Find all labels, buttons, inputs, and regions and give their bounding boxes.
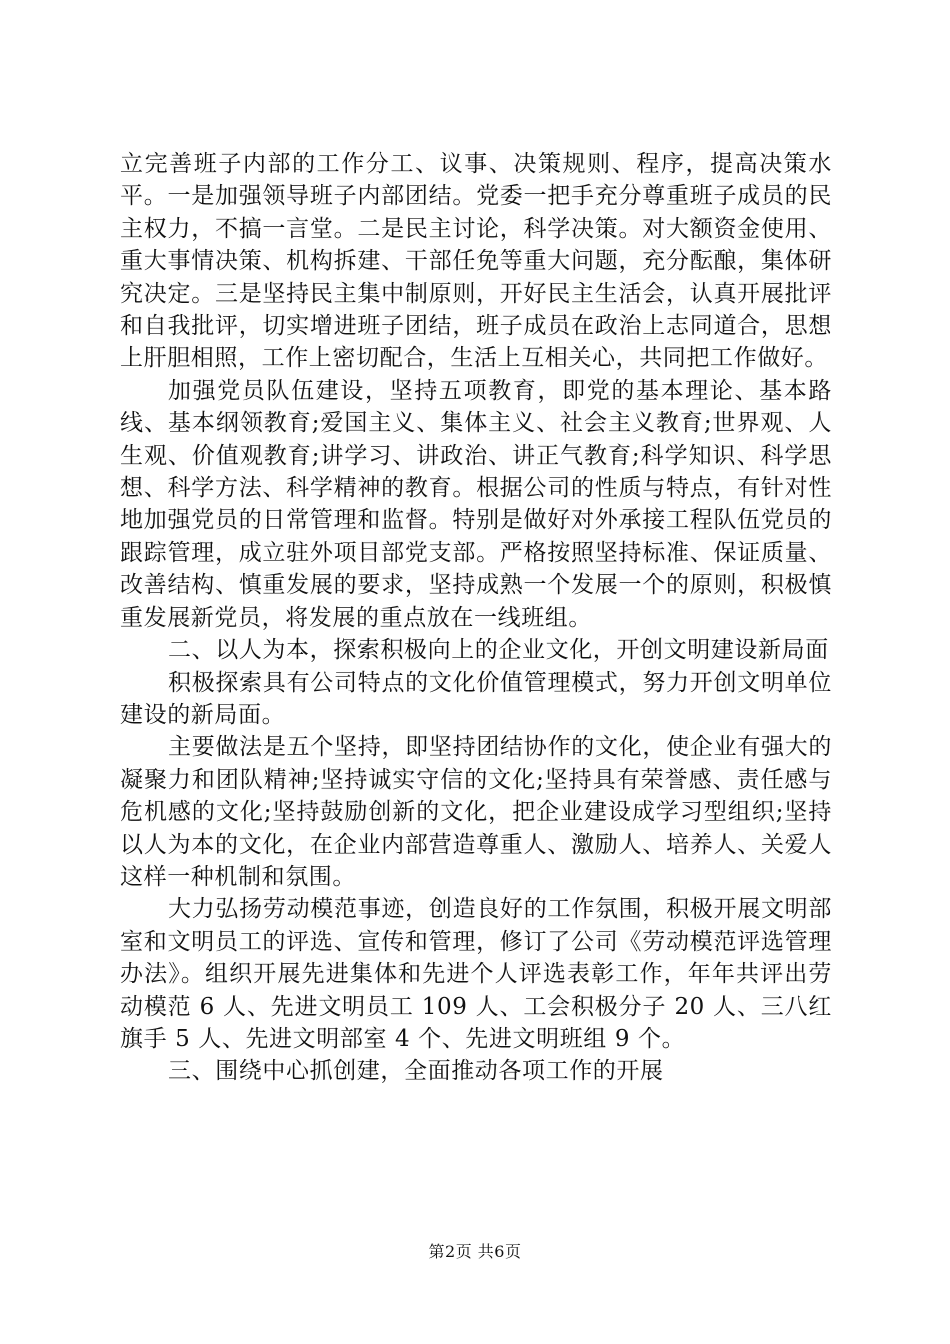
section-heading-3: 三、围绕中心抓创建，全面推动各项工作的开展 [168, 1058, 664, 1085]
section-heading-2: 二、以人为本，探索积极向上的企业文化，开创文明建设新局面 [168, 637, 829, 664]
paragraph-5: 大力弘扬劳动模范事迹，创造良好的工作氛围，积极开展文明部室和文明员工的评选、宣传和管理，修订了公司《劳动模范评选管理办法》。组织开展先进集体和先进个人评选表彰工作，年年共评出劳动模范 6 人、先进文明员工 109 人、工会积极分子 20 人、三八红旗手 5 人、先进文明部室 4 个、先进文明班组 9 个。 [120, 896, 832, 1052]
paragraph-4: 主要做法是五个坚持，即坚持团结协作的文化，使企业有强大的凝聚力和团队精神;坚持诚实守信的文化;坚持具有荣誉感、责任感与危机感的文化;坚持鼓励创新的文化，把企业建设成学习型组织;坚持以人为本的文化，在企业内部营造尊重人、激励人、培养人、关爱人这样一种机制和氛围。 [120, 734, 832, 890]
page-number-footer: 第2页 共6页 [428, 1242, 522, 1261]
document-body [120, 148, 832, 1088]
paragraph-2: 加强党员队伍建设，坚持五项教育，即党的基本理论、基本路线、基本纲领教育;爱国主义、集体主义、社会主义教育;世界观、人生观、价值观教育;讲学习、讲政治、讲正气教育;科学知识、科学思想、科学方法、科学精神的教育。根据公司的性质与特点，有针对性地加强党员的日常管理和监督。特别是做好对外承接工程队伍党员的跟踪管理，成立驻外项目部党支部。严格按照坚持标准、保证质量、改善结构、慎重发展的要求，坚持成熟一个发展一个的原则，积极慎重发展新党员，将发展的重点放在一线班组。 [120, 377, 832, 631]
paragraph-3: 积极探索具有公司特点的文化价值管理模式，努力开创文明单位建设的新局面。 [120, 669, 832, 728]
paragraph-1: 立完善班子内部的工作分工、议事、决策规则、程序，提高决策水平。一是加强领导班子内部团结。党委一把手充分尊重班子成员的民主权力，不搞一言堂。二是民主讨论，科学决策。对大额资金使用、重大事情决策、机构拆建、干部任免等重大问题，充分酝酿，集体研究决定。三是坚持民主集中制原则，开好民主生活会，认真开展批评和自我批评，切实增进班子团结，班子成员在政治上志同道合，思想上肝胆相照，工作上密切配合，生活上互相关心，共同把工作做好。 [120, 151, 832, 372]
